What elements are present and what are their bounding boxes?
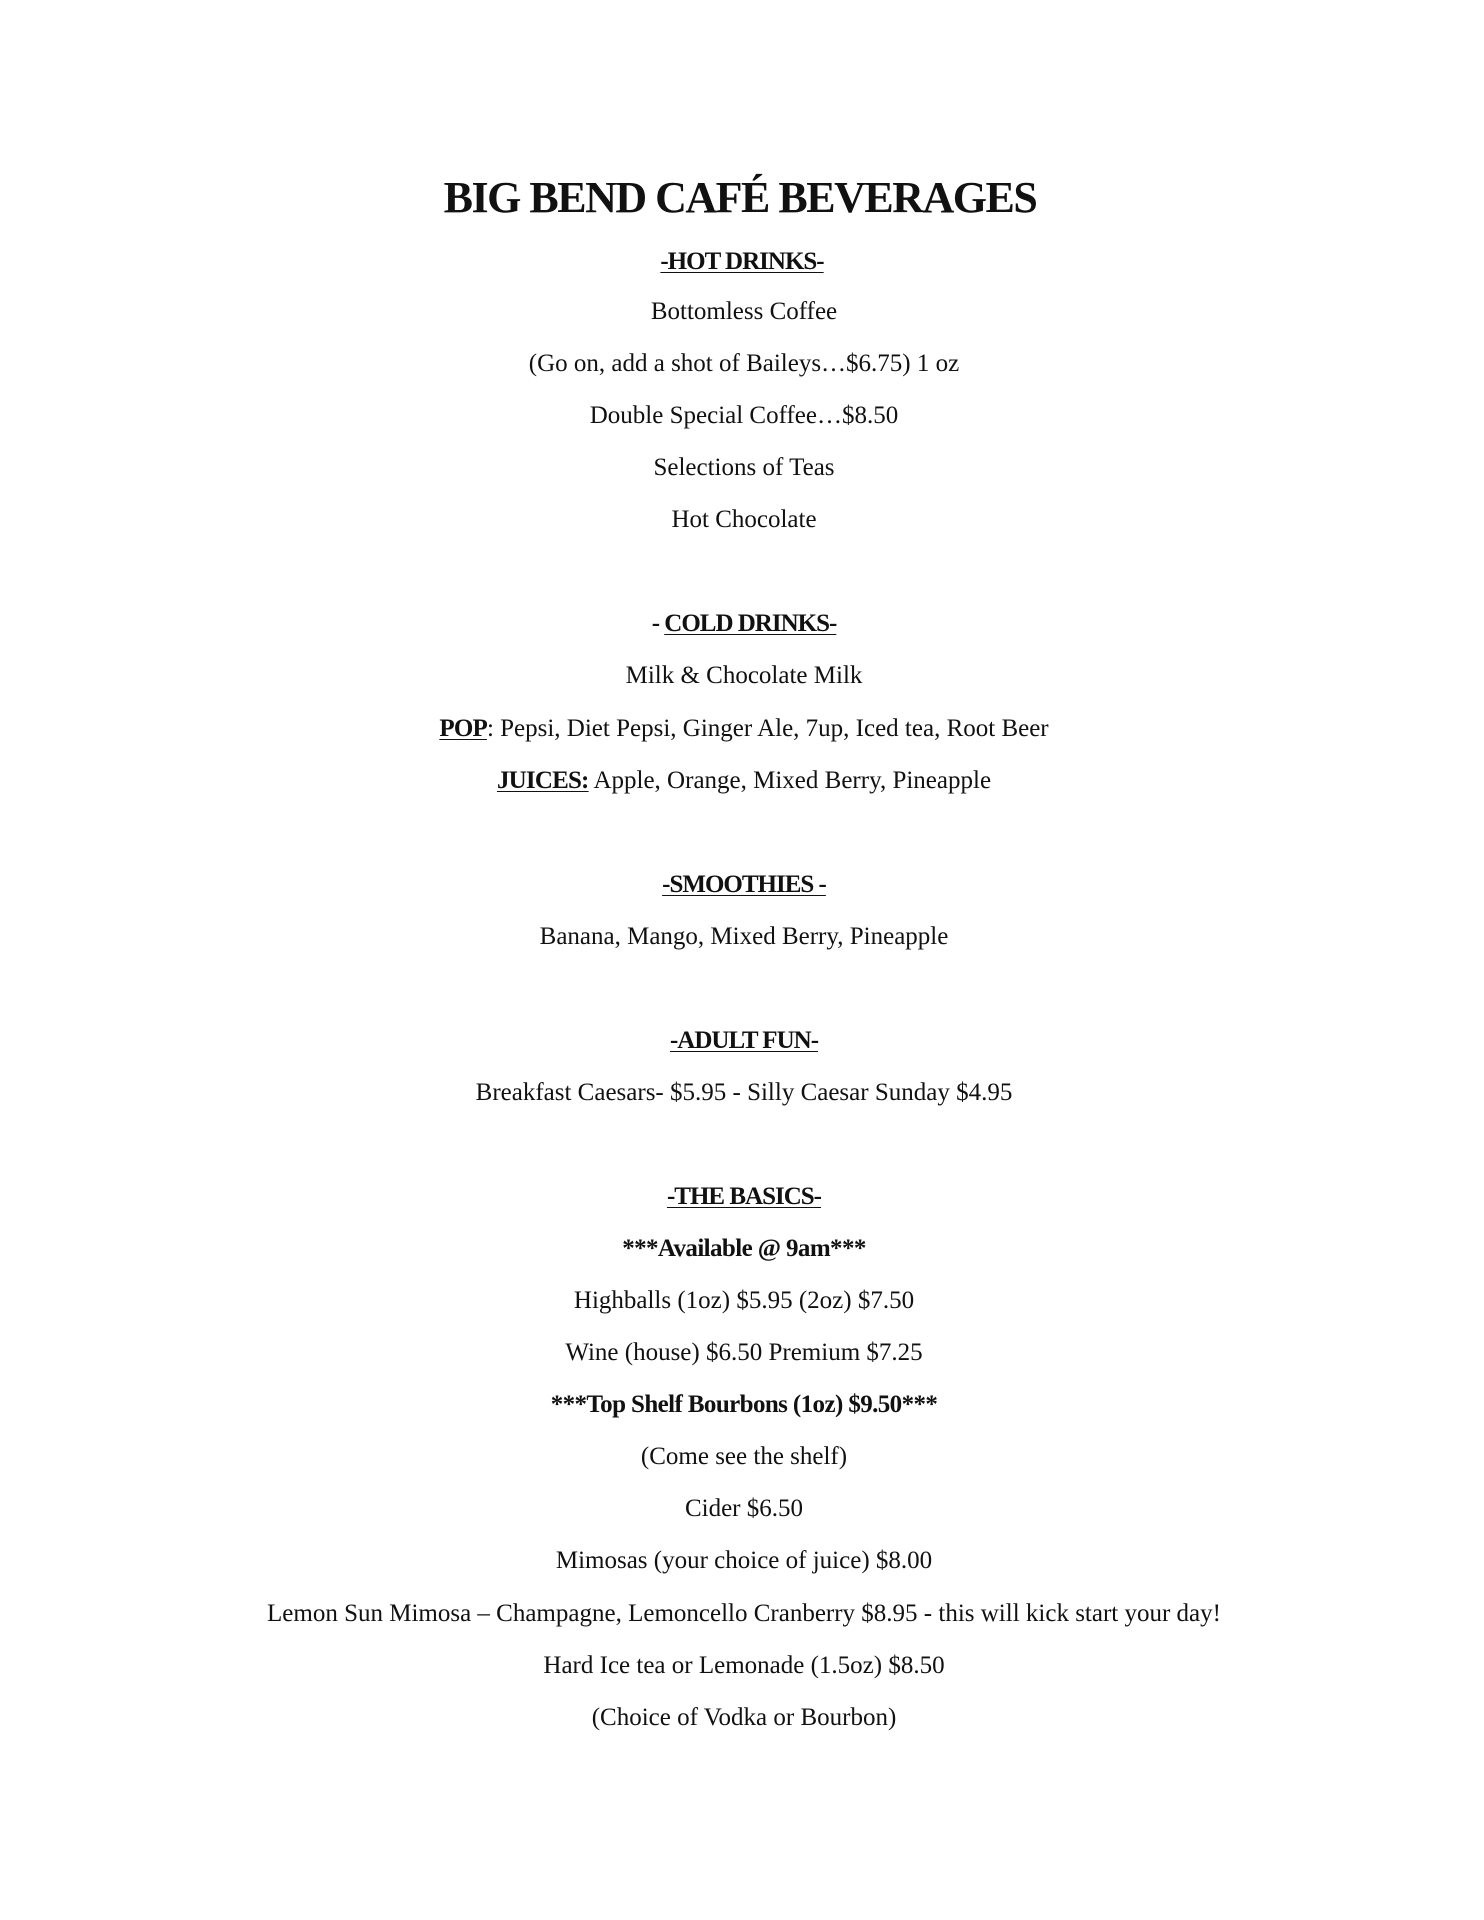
menu-item-hard-ice-tea: Hard Ice tea or Lemonade (1.5oz) $8.50 (543, 1652, 945, 1679)
section-heading-smoothies (2, 869, 1484, 901)
menu-item-hot-chocolate: Hot Chocolate (671, 506, 817, 533)
menu-item-top-shelf-bourbons: ***Top Shelf Bourbons (1oz) $9.50*** (550, 1391, 938, 1418)
menu-item-pop (2, 713, 1484, 745)
juices-label: JUICES: (496, 767, 589, 794)
section-heading-hot-drinks (0, 246, 1484, 278)
menu-item-milk: Milk & Chocolate Milk (625, 662, 863, 689)
availability-note: ***Available @ 9am*** (622, 1235, 866, 1262)
cold-drinks-heading-prefix: - (651, 610, 665, 637)
pop-list: : Pepsi, Diet Pepsi, Ginger Ale, 7up, Iced tea, Root Beer (486, 715, 1049, 742)
section-heading-adult-fun (2, 1025, 1484, 1057)
menu-item-caesars: Breakfast Caesars- $5.95 - Silly Caesar Sunday $4.95 (475, 1079, 1013, 1106)
juices-list: Apple, Orange, Mixed Berry, Pineapple (588, 767, 992, 794)
menu-item-highballs: Highballs (1oz) $5.95 (2oz) $7.50 (573, 1287, 915, 1314)
smoothies-heading-text: -SMOOTHIES - (662, 871, 826, 898)
hot-drinks-heading-text: -HOT DRINKS- (660, 248, 824, 275)
adult-fun-heading-text: -ADULT FUN- (669, 1027, 819, 1054)
menu-item-cider: Cider $6.50 (684, 1495, 804, 1522)
menu-item-mimosas: Mimosas (your choice of juice) $8.00 (555, 1547, 933, 1574)
menu-title: BIG BEND CAFÉ BEVERAGES (443, 173, 1037, 222)
menu-item-teas: Selections of Teas (653, 454, 835, 481)
cold-drinks-heading-text: COLD DRINKS- (664, 610, 837, 637)
basics-heading-text: -THE BASICS- (666, 1183, 821, 1210)
menu-item-double-special-coffee: Double Special Coffee…$8.50 (589, 402, 899, 429)
shelf-note: (Come see the shelf) (640, 1443, 848, 1470)
menu-item-lemon-sun-mimosa: Lemon Sun Mimosa – Champagne, Lemoncello Cranberry $8.95 - this will kick start your day! (267, 1600, 1221, 1627)
menu-item-juices (2, 765, 1484, 797)
section-heading-cold-drinks (2, 608, 1484, 640)
spirit-choice-note: (Choice of Vodka or Bourbon) (591, 1704, 897, 1731)
menu-item-smoothies: Banana, Mango, Mixed Berry, Pineapple (539, 923, 949, 950)
menu-item-wine: Wine (house) $6.50 Premium $7.25 (565, 1339, 923, 1366)
menu-item-baileys-shot: (Go on, add a shot of Baileys…$6.75) 1 oz (528, 350, 960, 377)
pop-label: POP (439, 715, 487, 742)
menu-item-bottomless-coffee: Bottomless Coffee (650, 298, 838, 325)
section-heading-the-basics (2, 1181, 1484, 1213)
